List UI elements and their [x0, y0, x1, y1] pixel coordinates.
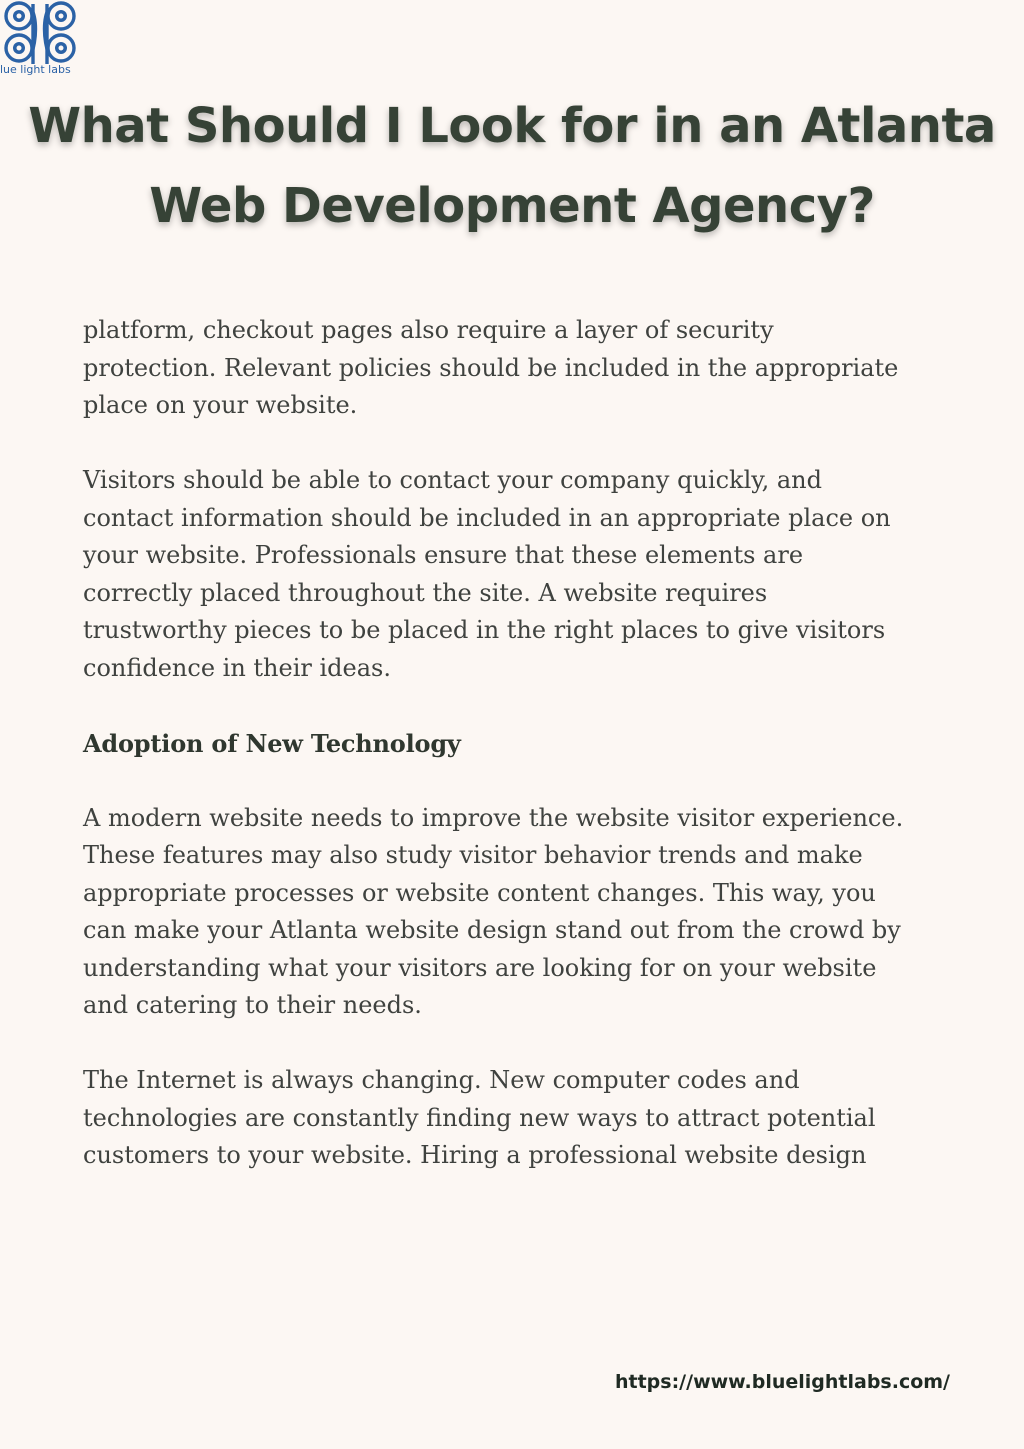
- paragraph-line: can make your Atlanta website design stand out from the crowd by: [83, 916, 901, 944]
- paragraph-line: Visitors should be able to contact your company quickly, and: [83, 466, 822, 494]
- article-content: [83, 312, 963, 1175]
- paragraph-spacer: [83, 762, 963, 800]
- paragraph-line: protection. Relevant policies should be included in the appropriate: [83, 353, 899, 382]
- paragraph-line: trustworthy pieces to be placed in the right places to give visitors: [83, 616, 886, 644]
- website-link[interactable]: https://www.bluelightlabs.com/: [614, 1371, 950, 1393]
- blue-light-labs-logo-icon: [0, 0, 84, 66]
- section-heading-new-technology: Adoption of New Technology: [83, 728, 461, 758]
- paragraph-line: place on your website.: [83, 391, 358, 419]
- paragraph-security: [83, 312, 963, 425]
- paragraph-line: your website. Professionals ensure that these elements are: [83, 541, 804, 569]
- paragraph-modern-website: [83, 800, 963, 1025]
- paragraph-line: understanding what your visitors are looking for on your website: [83, 953, 877, 982]
- paragraph-spacer: [83, 425, 963, 463]
- paragraph-line: appropriate processes or website content changes. This way, you: [83, 878, 876, 907]
- paragraph-line: contact information should be included in an appropriate place on: [83, 503, 891, 532]
- logo-text: lue light labs: [0, 63, 71, 76]
- paragraph-contact-information: [83, 462, 963, 687]
- paragraph-line: technologies are constantly finding new ways to attract potential: [83, 1103, 876, 1132]
- paragraph-spacer: [83, 687, 963, 725]
- brand-logo[interactable]: [0, 0, 90, 80]
- paragraph-line: These features may also study visitor behavior trends and make: [83, 841, 863, 869]
- paragraph-line: A modern website needs to improve the website visitor experience.: [83, 803, 904, 832]
- page-title-line-2: Web Development Agency?: [149, 178, 875, 234]
- paragraph-internet-changing: [83, 1062, 963, 1175]
- paragraph-line: customers to your website. Hiring a professional website design: [83, 1141, 867, 1169]
- paragraph-spacer: [83, 1025, 963, 1063]
- page-title: [0, 86, 1024, 246]
- paragraph-line: correctly placed throughout the site. A website requires: [83, 578, 768, 607]
- paragraph-line: confidence in their ideas.: [83, 653, 391, 682]
- paragraph-line: and catering to their needs.: [83, 991, 422, 1019]
- page-title-line-1: What Should I Look for in an Atlanta: [28, 98, 996, 154]
- paragraph-line: The Internet is always changing. New computer codes and: [83, 1066, 800, 1094]
- paragraph-line: platform, checkout pages also require a layer of security: [83, 316, 774, 344]
